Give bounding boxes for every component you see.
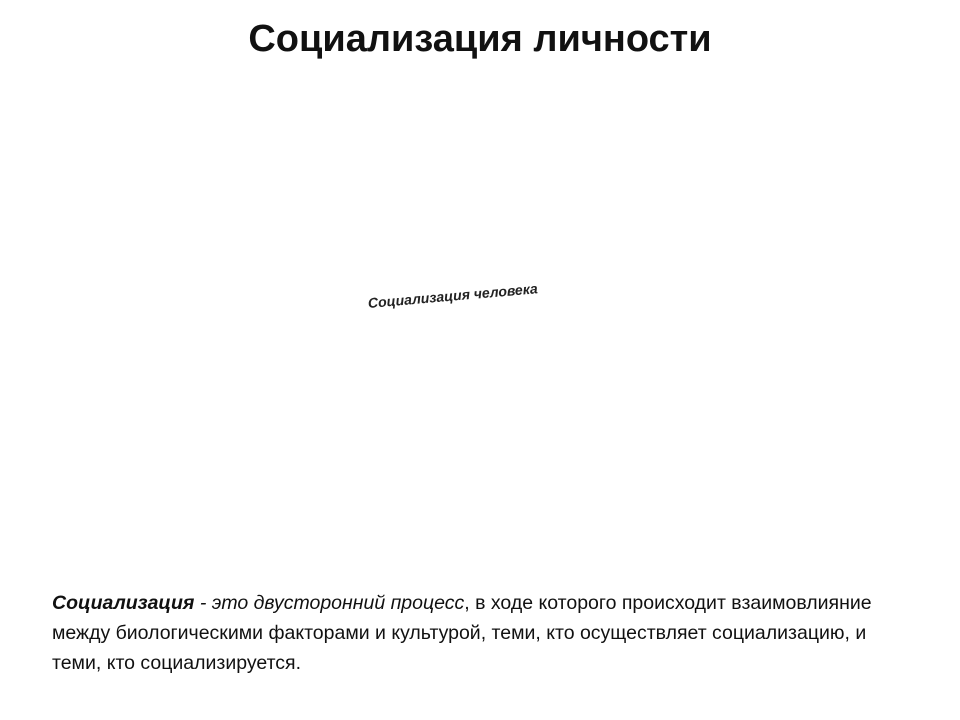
definition-rest: , в ходе которого происходит взаимовлияние между биологическими факторами и культурой, теми, кто осуществляет социализацию, и теми, кто социализируется. [52, 592, 872, 674]
slide-title: Социализация личности [248, 18, 712, 60]
definition-term: Социализация [52, 592, 195, 614]
definition-emphasis: это двусторонний процесс [211, 592, 465, 614]
diagram-label: Социализация человека [367, 280, 539, 311]
definition-text [52, 588, 912, 678]
definition-dash: - [194, 592, 212, 614]
diagram-area [40, 90, 920, 570]
